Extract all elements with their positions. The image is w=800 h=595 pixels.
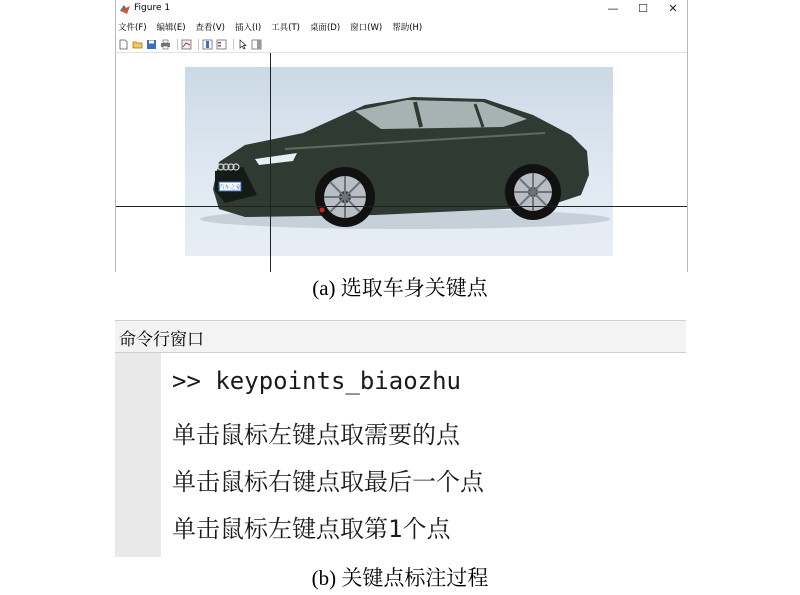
caption-b: (b) 关键点标注过程 (311, 566, 489, 590)
toolbar-separator (233, 39, 234, 50)
red-keypoint-marker (320, 208, 325, 213)
figure-title: Figure 1 (134, 3, 171, 13)
insert-colorbar-icon[interactable] (202, 39, 213, 50)
crosshair-horizontal (116, 206, 687, 207)
menu-edit[interactable]: 编辑(E) (156, 23, 186, 33)
minimize-button[interactable]: — (607, 2, 619, 15)
open-file-icon[interactable] (132, 39, 143, 50)
maximize-button[interactable]: ☐ (638, 2, 648, 15)
output-line: 单击鼠标右键点取最后一个点 (172, 468, 484, 496)
menu-desktop[interactable]: 桌面(D) (309, 23, 341, 33)
rear-wheel (505, 164, 561, 220)
caption-a: (a) 选取车身关键点 (312, 276, 488, 300)
front-wheel (315, 167, 375, 227)
menu-view[interactable]: 查看(V) (195, 23, 225, 33)
command-window-gutter (115, 353, 161, 557)
close-button[interactable]: ✕ (668, 2, 678, 15)
car-illustration (185, 67, 613, 256)
new-figure-icon[interactable] (118, 39, 129, 50)
print-icon[interactable] (160, 39, 171, 50)
menu-tools[interactable]: 工具(T) (271, 23, 300, 33)
output-line: 单击鼠标左键点取第1个点 (172, 515, 451, 543)
menu-file[interactable]: 文件(F) (118, 23, 147, 33)
command-prompt-line[interactable]: >> keypoints_biaozhu (172, 367, 461, 395)
pointer-icon[interactable] (237, 39, 248, 50)
menu-help[interactable]: 帮助(H) (392, 23, 423, 33)
menu-insert[interactable]: 插入(I) (235, 23, 262, 33)
figure-menubar (116, 18, 688, 36)
matlab-logo-icon (119, 3, 131, 15)
figure-titlebar[interactable] (116, 0, 687, 18)
figure-toolbar (116, 36, 688, 53)
output-line: 单击鼠标左键点取需要的点 (172, 421, 460, 449)
toolbar-separator (177, 39, 178, 50)
plate-badge: 汽车之家 (218, 185, 242, 191)
toolbar-separator (198, 39, 199, 50)
link-plot-icon[interactable] (181, 39, 192, 50)
insert-legend-icon[interactable] (216, 39, 227, 50)
menu-window[interactable]: 窗口(W) (350, 23, 383, 33)
command-window-title: 命令行窗口 (119, 330, 204, 350)
command-window (115, 320, 686, 558)
car-photo (185, 67, 613, 256)
figure-axes[interactable] (116, 53, 687, 272)
figure-window (115, 0, 688, 272)
command-window-header (115, 320, 686, 353)
save-icon[interactable] (146, 39, 157, 50)
property-inspector-icon[interactable] (251, 39, 262, 50)
crosshair-vertical (270, 53, 271, 272)
